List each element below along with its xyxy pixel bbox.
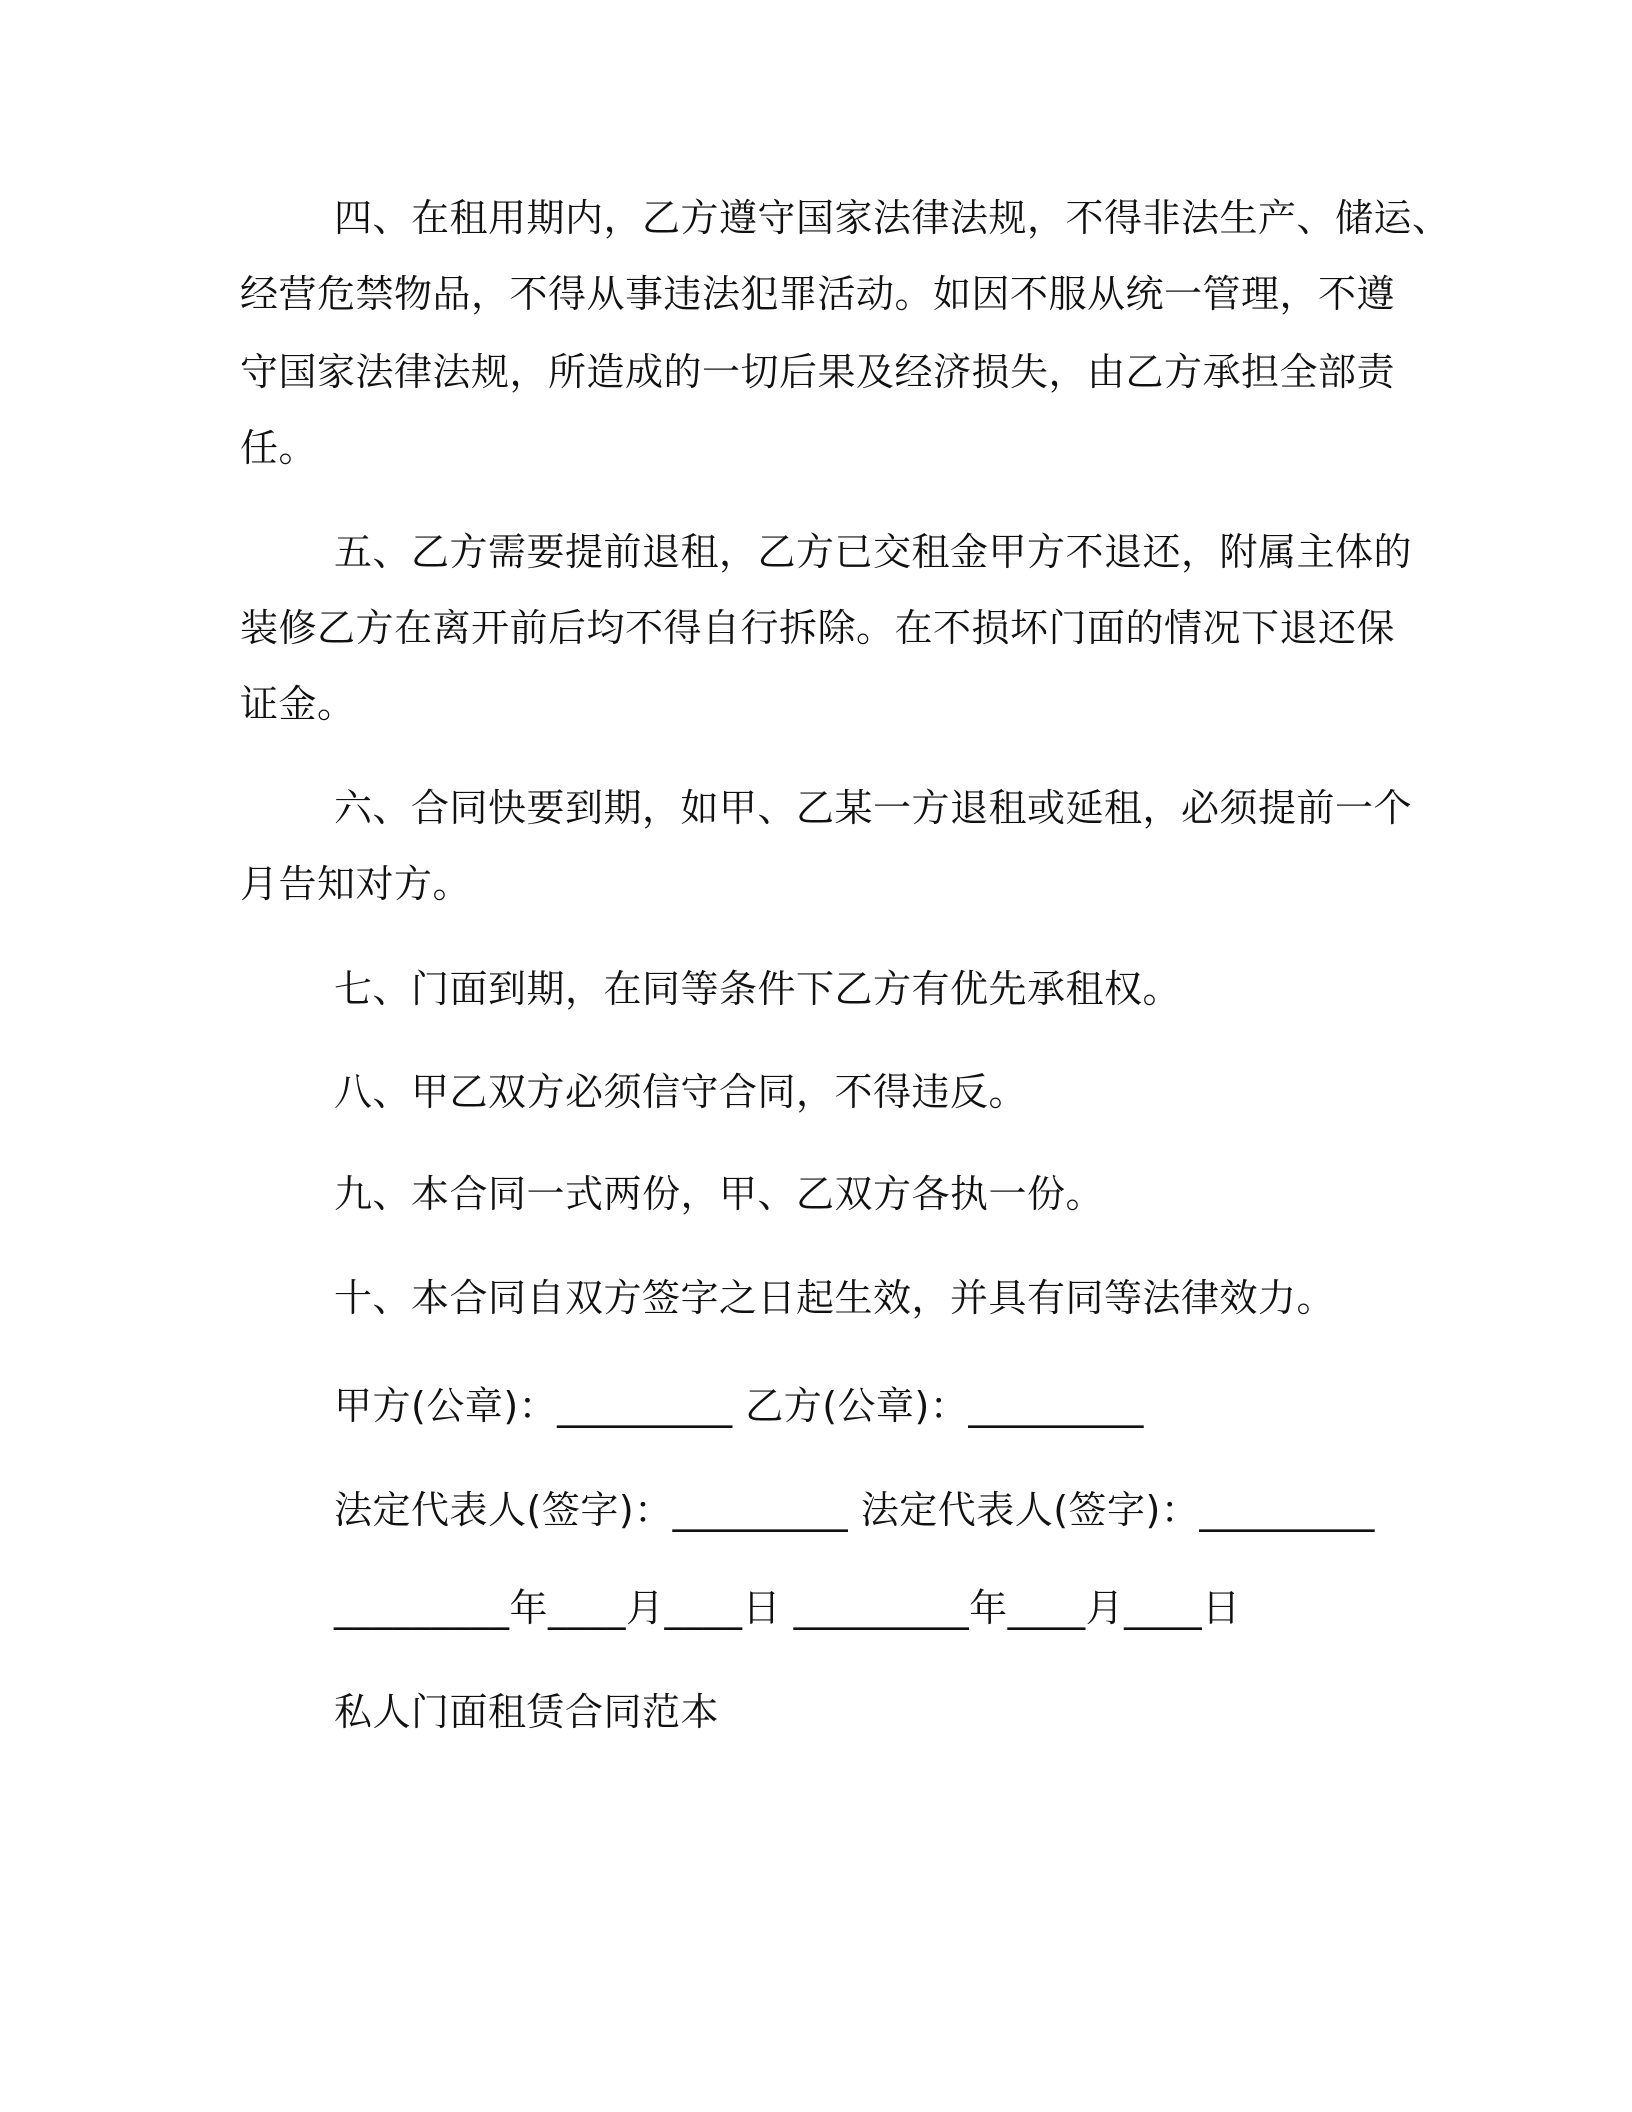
clause-6-line-2: 月告知对方。 (240, 862, 472, 906)
clause-5-line-3: 证金。 (240, 682, 356, 726)
clause-4-line-3: 守国家法律法规，所造成的一切后果及经济损失，由乙方承担全部责 (240, 350, 1396, 394)
clause-8: 八、甲乙双方必须信守合同，不得违反。 (334, 1070, 1028, 1114)
clause-4-line-4: 任。 (240, 426, 318, 470)
clause-6-line-1: 六、合同快要到期，如甲、乙某一方退租或延租，必须提前一个 (334, 786, 1413, 830)
clause-4-line-2: 经营危禁物品，不得从事违法犯罪活动。如因不服从统一管理，不遵 (240, 272, 1396, 316)
party-seal-line: 甲方(公章)：_________ 乙方(公章)：_________ (334, 1384, 1144, 1428)
clause-9: 九、本合同一式两份，甲、乙双方各执一份。 (334, 1172, 1105, 1216)
signing-date-line: _________年____月____日 _________年____月____日 (334, 1586, 1241, 1630)
representative-signature-line: 法定代表人(签字)：_________ 法定代表人(签字)：_________ (334, 1488, 1375, 1532)
clause-5-line-1: 五、乙方需要提前退租，乙方已交租金甲方不退还，附属主体的 (334, 530, 1413, 574)
clause-4-line-1: 四、在租用期内，乙方遵守国家法律法规，不得非法生产、储运、 (334, 196, 1451, 240)
clause-7: 七、门面到期，在同等条件下乙方有优先承租权。 (334, 967, 1182, 1011)
next-document-title: 私人门面租赁合同范本 (334, 1690, 720, 1734)
clause-5-line-2: 装修乙方在离开前后均不得自行拆除。在不损坏门面的情况下退还保 (240, 606, 1396, 650)
clause-10: 十、本合同自双方签字之日起生效，并具有同等法律效力。 (334, 1276, 1336, 1320)
